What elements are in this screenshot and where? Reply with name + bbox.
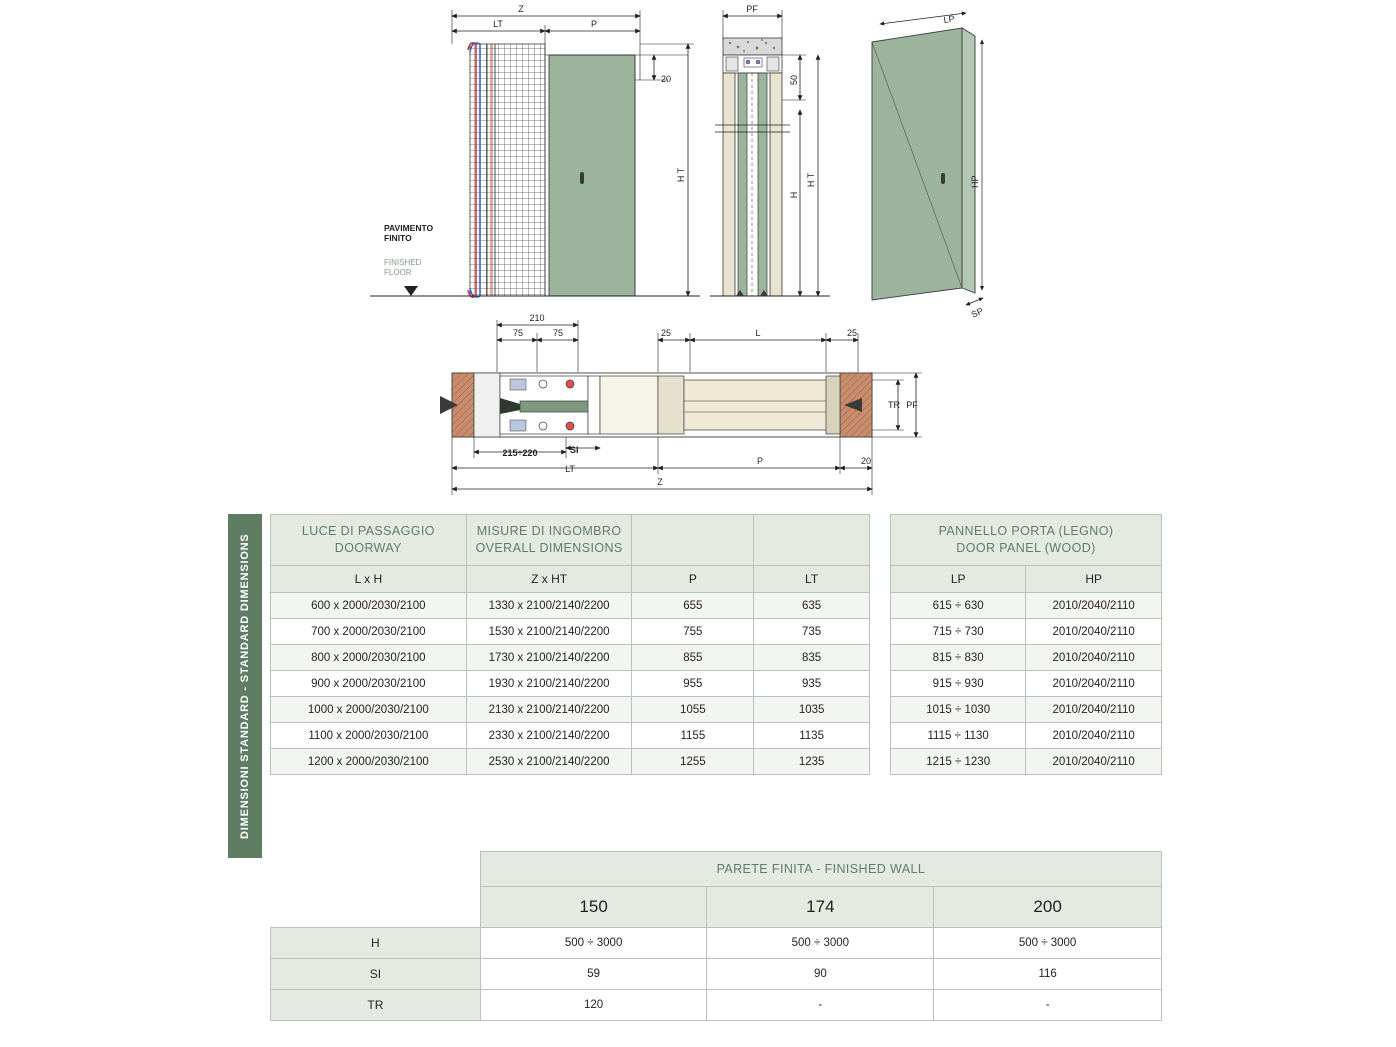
cell-lt: 1235 xyxy=(754,749,870,775)
table-group-header-row xyxy=(271,515,870,566)
cell-lp: 915 ÷ 930 xyxy=(891,671,1026,697)
table-row xyxy=(271,619,870,645)
wall-row-label-h: H xyxy=(271,928,481,959)
table-row xyxy=(891,723,1162,749)
svg-text:H: H xyxy=(789,191,799,199)
cell-lt: 635 xyxy=(754,593,870,619)
cell-zxht: 1530 x 2100/2140/2200 xyxy=(466,619,632,645)
finished-wall-table xyxy=(270,851,1162,1021)
wall-col-150: 150 xyxy=(480,887,707,928)
svg-text:75: 75 xyxy=(552,328,564,338)
wall-table-column-header-row xyxy=(271,887,1162,928)
table-row xyxy=(271,697,870,723)
cell-lxh: 1100 x 2000/2030/2100 xyxy=(271,723,467,749)
group-header-doorway-it: LUCE DI PASSAGGIO xyxy=(301,524,435,539)
svg-text:SI: SI xyxy=(570,445,579,455)
svg-text:SP: SP xyxy=(969,305,985,320)
group-header-overall-spacer-2 xyxy=(754,515,870,566)
wall-table-header: PARETE FINITA - FINISHED WALL xyxy=(480,852,1161,887)
cell-p: 755 xyxy=(632,619,754,645)
panel-header-en: DOOR PANEL (WOOD) xyxy=(956,541,1096,555)
table-row xyxy=(271,645,870,671)
svg-text:LP: LP xyxy=(942,13,956,25)
panel-column-header-row xyxy=(891,566,1162,593)
svg-text:25: 25 xyxy=(660,328,672,338)
cell-lt: 1035 xyxy=(754,697,870,723)
wall-cell-h-200: 500 ÷ 3000 xyxy=(934,928,1162,959)
svg-text:HP: HP xyxy=(970,175,980,188)
group-header-overall-en: OVERALL DIMENSIONS xyxy=(475,541,623,555)
col-header-hp: HP xyxy=(1026,566,1162,593)
cell-lxh: 700 x 2000/2030/2100 xyxy=(271,619,467,645)
cell-lp: 615 ÷ 630 xyxy=(891,593,1026,619)
svg-text:H T: H T xyxy=(806,172,816,188)
svg-text:20: 20 xyxy=(661,74,672,84)
table-row xyxy=(891,671,1162,697)
group-header-overall xyxy=(466,515,632,566)
table-row xyxy=(891,619,1162,645)
wall-table-corner-spacer-2 xyxy=(271,887,481,928)
cell-hp: 2010/2040/2110 xyxy=(1026,749,1162,775)
table-column-header-row xyxy=(271,566,870,593)
cell-hp: 2010/2040/2110 xyxy=(1026,645,1162,671)
cell-lp: 1115 ÷ 1130 xyxy=(891,723,1026,749)
cell-hp: 2010/2040/2110 xyxy=(1026,723,1162,749)
cell-lt: 1135 xyxy=(754,723,870,749)
svg-text:Z: Z xyxy=(518,4,524,14)
cell-lp: 715 ÷ 730 xyxy=(891,619,1026,645)
table-row xyxy=(891,645,1162,671)
wall-col-200: 200 xyxy=(934,887,1162,928)
cell-lp: 1015 ÷ 1030 xyxy=(891,697,1026,723)
wall-cell-si-174: 90 xyxy=(707,959,934,990)
cell-zxht: 2130 x 2100/2140/2200 xyxy=(466,697,632,723)
svg-text:FLOOR: FLOOR xyxy=(384,268,412,277)
svg-text:TR: TR xyxy=(888,400,900,410)
wall-row-label-si: SI xyxy=(271,959,481,990)
group-header-doorway xyxy=(271,515,467,566)
cell-lt: 835 xyxy=(754,645,870,671)
svg-text:H T: H T xyxy=(676,167,686,183)
cell-p: 855 xyxy=(632,645,754,671)
cell-lxh: 1200 x 2000/2030/2100 xyxy=(271,749,467,775)
svg-text:LT: LT xyxy=(493,19,503,29)
cell-hp: 2010/2040/2110 xyxy=(1026,619,1162,645)
wall-cell-si-200: 116 xyxy=(934,959,1162,990)
cell-lxh: 900 x 2000/2030/2100 xyxy=(271,671,467,697)
wall-cell-tr-174: - xyxy=(707,990,934,1021)
cell-lp: 815 ÷ 830 xyxy=(891,645,1026,671)
wall-table-row xyxy=(271,990,1162,1021)
standard-dimensions-side-label xyxy=(228,514,262,858)
wall-cell-tr-150: 120 xyxy=(480,990,707,1021)
cell-p: 955 xyxy=(632,671,754,697)
col-header-lp: LP xyxy=(891,566,1026,593)
table-row xyxy=(271,593,870,619)
wall-cell-h-150: 500 ÷ 3000 xyxy=(480,928,707,959)
cell-hp: 2010/2040/2110 xyxy=(1026,697,1162,723)
wall-table-row xyxy=(271,959,1162,990)
cell-p: 655 xyxy=(632,593,754,619)
panel-header-it: PANNELLO PORTA (LEGNO) xyxy=(938,524,1114,539)
panel-group-header-row xyxy=(891,515,1162,566)
standard-dimensions-table xyxy=(270,514,870,775)
cell-zxht: 2530 x 2100/2140/2200 xyxy=(466,749,632,775)
wall-cell-tr-200: - xyxy=(934,990,1162,1021)
table-row xyxy=(891,749,1162,775)
table-row xyxy=(271,723,870,749)
svg-text:L: L xyxy=(755,328,761,338)
wall-cell-si-150: 59 xyxy=(480,959,707,990)
svg-text:FINISHED: FINISHED xyxy=(384,258,422,267)
cell-zxht: 2330 x 2100/2140/2200 xyxy=(466,723,632,749)
panel-group-header xyxy=(891,515,1162,566)
table-row xyxy=(271,749,870,775)
cell-lp: 1215 ÷ 1230 xyxy=(891,749,1026,775)
cell-lxh: 800 x 2000/2030/2100 xyxy=(271,645,467,671)
drawing-svg xyxy=(0,0,1396,510)
cell-zxht: 1930 x 2100/2140/2200 xyxy=(466,671,632,697)
table-row xyxy=(271,671,870,697)
svg-text:75: 75 xyxy=(512,328,524,338)
svg-text:P: P xyxy=(756,456,764,466)
cell-zxht: 1730 x 2100/2140/2200 xyxy=(466,645,632,671)
cell-lxh: 600 x 2000/2030/2100 xyxy=(271,593,467,619)
col-header-lxh: L x H xyxy=(271,566,467,593)
cell-lt: 735 xyxy=(754,619,870,645)
wall-col-174: 174 xyxy=(707,887,934,928)
svg-text:210: 210 xyxy=(529,313,545,323)
door-panel-table xyxy=(890,514,1162,775)
wall-row-label-tr: TR xyxy=(271,990,481,1021)
svg-text:Z: Z xyxy=(657,477,663,487)
cell-hp: 2010/2040/2110 xyxy=(1026,593,1162,619)
table-row xyxy=(891,697,1162,723)
wall-table-row xyxy=(271,928,1162,959)
svg-text:LT: LT xyxy=(565,464,575,474)
cell-p: 1055 xyxy=(632,697,754,723)
group-header-overall-it: MISURE DI INGOMBRO xyxy=(476,524,622,539)
wall-table-header-row xyxy=(271,852,1162,887)
svg-text:20: 20 xyxy=(860,456,872,466)
cell-zxht: 1330 x 2100/2140/2200 xyxy=(466,593,632,619)
cell-p: 1155 xyxy=(632,723,754,749)
table-row xyxy=(891,593,1162,619)
svg-text:PAVIMENTO: PAVIMENTO xyxy=(384,223,434,233)
col-header-zxht: Z x HT xyxy=(466,566,632,593)
wall-cell-h-174: 500 ÷ 3000 xyxy=(707,928,934,959)
cell-p: 1255 xyxy=(632,749,754,775)
group-header-doorway-en: DOORWAY xyxy=(334,541,402,555)
svg-text:25: 25 xyxy=(846,328,858,338)
cell-lt: 935 xyxy=(754,671,870,697)
col-header-lt: LT xyxy=(754,566,870,593)
cell-hp: 2010/2040/2110 xyxy=(1026,671,1162,697)
svg-text:PF: PF xyxy=(906,400,918,410)
svg-text:P: P xyxy=(590,19,598,29)
wall-table-corner-spacer xyxy=(271,852,481,887)
cell-lxh: 1000 x 2000/2030/2100 xyxy=(271,697,467,723)
svg-text:215÷220: 215÷220 xyxy=(502,448,538,458)
col-header-p: P xyxy=(632,566,754,593)
svg-text:FINITO: FINITO xyxy=(384,233,412,243)
side-label-text: DIMENSIONI STANDARD - STANDARD DIMENSIONS xyxy=(239,533,251,839)
svg-text:50: 50 xyxy=(789,74,799,86)
group-header-overall-spacer-1 xyxy=(632,515,754,566)
svg-text:PF: PF xyxy=(746,4,758,14)
